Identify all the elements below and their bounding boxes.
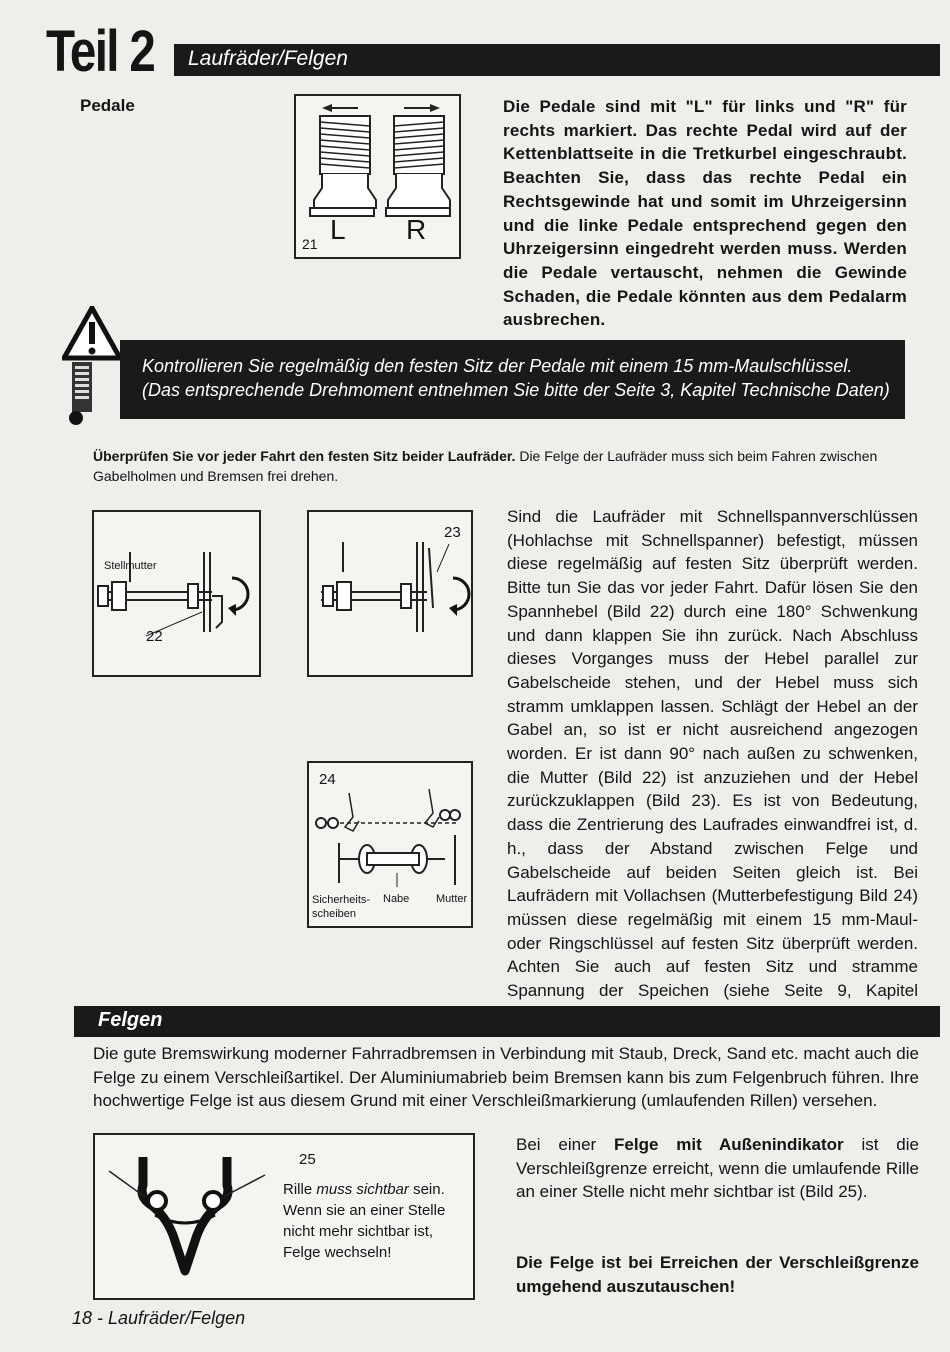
- laufraeder-intro-bold: Überprüfen Sie vor jeder Fahrt den festen Sitz beider Laufräder.: [93, 448, 516, 464]
- fig-23-number: 23: [444, 524, 461, 541]
- fig-25-caption-line2: Wenn sie an einer Stelle: [283, 1202, 446, 1219]
- warning-triangle-icon: [62, 306, 122, 426]
- felgen-warning-text: Die Felge ist bei Erreichen der Verschleißgrenze umgehend auszutauschen!: [516, 1253, 919, 1296]
- fig-24-label-line2: scheiben: [312, 908, 357, 920]
- warning-icon-group: [62, 306, 122, 426]
- pedal-illustration: [296, 96, 459, 257]
- fig-21-left-label: L: [330, 214, 346, 245]
- felgen-header-bar: [74, 1006, 940, 1037]
- laufraeder-intro: [93, 446, 923, 486]
- fig-21-number: 21: [302, 236, 318, 252]
- section-header-bar: [174, 44, 940, 76]
- fig-22-stellmutter-label: Stellmutter: [104, 560, 157, 572]
- fig-22-number: 22: [146, 628, 163, 645]
- fig-25-rille: Rille: [283, 1181, 313, 1198]
- fig-25-muss-sichtbar: muss sichtbar: [316, 1181, 409, 1198]
- fig-24-label-sicherheitsscheiben: [312, 893, 370, 921]
- fig-25-caption-line4: Felge wechseln!: [283, 1244, 392, 1261]
- fig-24-label-line1: Sicherheits-: [312, 894, 371, 906]
- felgen-text-pre: Bei einer: [516, 1135, 597, 1154]
- quick-release-open-illustration: [94, 512, 259, 675]
- figure-25-rim-wear: [93, 1133, 475, 1300]
- pedale-text: Die Pedale sind mit "L" für links und "R" für rechts markiert. Das rechte Pedal wird auf der Kettenblattseite in die Tretkurbel eingeschraubt. Beachten Sie, dass das rechte Pedal ein Rechtsgewinde hat und somit im Uhrzeigersinn und die linke Pedale entsprechend gegen den Uhrzeigersinn eingedreht werden muss. Werden die Pedale vertauscht, nehmen die Gewinde Schaden, die Pedale könnten aus dem Pedalarm ausbrechen.: [503, 97, 907, 330]
- fig-25-caption-line3: nicht mehr sichtbar ist,: [283, 1223, 434, 1240]
- fig-24-number: 24: [319, 771, 336, 788]
- fig-21-right-label: R: [406, 214, 427, 245]
- fig-25-number: 25: [299, 1151, 316, 1168]
- rim-cross-section-illustration: [95, 1135, 275, 1298]
- warning-line-2: (Das entsprechende Drehmoment entnehmen Sie bitte der Seite 3, Kapitel Technische Daten): [142, 380, 890, 400]
- figure-24-solid-axle: [307, 761, 473, 928]
- felgen-title: Felgen: [98, 1009, 163, 1031]
- section-title: Laufräder/Felgen: [188, 47, 348, 70]
- fig-24-label-nabe: Nabe: [383, 893, 410, 905]
- fig-24-label-mutter: Mutter: [436, 893, 468, 905]
- felgen-text-post: ist die Verschleißgrenze erreicht, wenn die umlaufende Rille an einer Stelle nicht mehr sichtbar ist (Bild 25).: [516, 1135, 919, 1202]
- figure-23-quick-release: [307, 510, 473, 677]
- fig-25-caption: [283, 1179, 463, 1263]
- warning-line-1: Kontrollieren Sie regelmäßig den festen Sitz der Pedale mit einem 15 mm-Maulschlüssel.: [142, 356, 853, 376]
- felgen-intro: Die gute Bremswirkung moderner Fahrradbremsen in Verbindung mit Staub, Dreck, Sand etc. macht auch die Felge zu einem Verschleißartikel. Der Aluminiumabrieb beim Bremsen kann bis zum Felgenbruch führen. Ihre hochwertige Felge ist aus diesem Grund mit einer Verschleißmarkierung (umlaufenden Rillen) versehen.: [93, 1044, 919, 1111]
- fig-25-sein: sein.: [413, 1181, 445, 1198]
- figure-21-pedals: [294, 94, 461, 259]
- figure-22-quick-release: [92, 510, 261, 677]
- warning-bar: [120, 340, 905, 419]
- fig-25-caption-line1: [283, 1179, 463, 1200]
- felgen-text-bold: Felge mit Außenindikator: [614, 1135, 844, 1154]
- pedale-label: Pedale: [80, 96, 135, 115]
- felgen-text: [516, 1133, 919, 1204]
- page-footer: 18 - Laufräder/Felgen: [72, 1308, 246, 1328]
- laufraeder-intro-rest: Die Felge der Laufräder muss sich beim Fahren zwischen Gabelholmen und Bremsen frei drehen.: [93, 448, 878, 484]
- chapter-number: Teil 2: [46, 19, 155, 84]
- laufraeder-text: Sind die Laufräder mit Schnellspannverschlüssen (Hohlachse mit Schnellspanner) befestigt, müssen diese regelmäßig auf festen Sitz überprüft werden. Bitte tun Sie das vor jeder Fahrt. Dafür lösen Sie den Spannhebel (Bild 22) durch eine 180° Schwenkung und dann klappen Sie ihn zurück. Nach Abschluss dieses Vorganges muss der Hebel parallel zur Gabelscheide stehen, und der Hebel muss sich stramm umklappen lassen. Schlägt der Hebel an der Gabel an, so ist er nicht ausreichend angezogen worden. Er ist dann 90° nach außen zu schwenken, die Mutter (Bild 22) ist anzuziehen und der Hebel zurückzuklappen (Bild 23). Es ist von Bedeutung, dass die Zentrierung des Laufrades einwandfrei ist, d. h., dass der Abstand zwischen Felge und Gabelscheide auf beiden Seiten gleich ist. Bei Laufrädern mit Vollachsen (Mutterbefestigung Bild 24) müssen diese regelmäßig mit einem 15 mm-Maul- oder Ringschlüssel auf festen Sitz überprüft werden. Achten Sie auch auf festen Sitz und stramme Spannung der Speichen (siehe Seite 9, Kapitel: [507, 507, 918, 1001]
